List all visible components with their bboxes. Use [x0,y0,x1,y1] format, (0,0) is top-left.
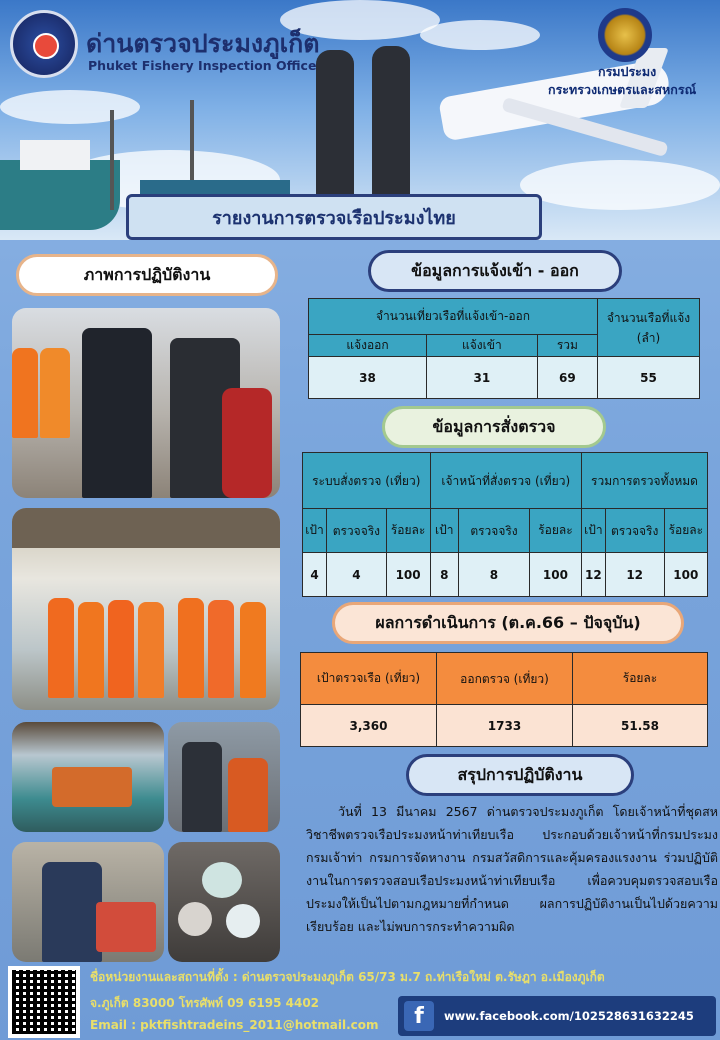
all-inspections-header: รวมการตรวจทั้งหมด [581,453,707,509]
department-name: กรมประมง [598,64,657,79]
g2-target-header: เป้า [430,509,459,553]
entry-exit-section-title: ข้อมูลการแจ้งเข้า - ออก [368,250,622,292]
office-name-en: Phuket Fishery Inspection Office [88,58,317,73]
done-header: ออกตรวจ (เที่ยว) [437,653,573,705]
out-count: 38 [309,357,427,399]
photos-section-title: ภาพการปฏิบัติงาน [16,254,278,296]
footer-address-line1: ชื่อหน่วยงานและสถานที่ตั้ง : ด่านตรวจประมงภูเก็ต 65/73 ม.7 ถ.ท่าเรือใหม่ ต.รัษฎา อ.เมืองภูเก็ต [90,970,605,984]
facebook-link[interactable] [398,996,716,1036]
g2-actual: 8 [459,553,530,597]
inspection-photo-1 [12,308,280,498]
facebook-url[interactable]: www.facebook.com/102528631632245 [444,1009,694,1023]
table-row [301,705,708,747]
percent-header: ร้อยละ [573,653,708,705]
ministry-name: กระทรวงเกษตรและสหกรณ์ [548,82,697,97]
g3-actual-header: ตรวจจริง [605,509,664,553]
inspection-photo-5 [12,842,164,962]
target-value: 3,360 [301,705,437,747]
boats-count-header: จำนวนเรือที่แจ้ง (ลำ) [598,299,700,357]
boats-count: 55 [598,357,700,399]
total-count: 69 [537,357,597,399]
fishing-boat-art [0,160,120,230]
inspection-order-section-title: ข้อมูลการสั่งตรวจ [382,406,606,448]
summary-section-title: สรุปการปฏิบัติงาน [406,754,634,796]
g3-target: 12 [581,553,605,597]
g1-actual-header: ตรวจจริง [327,509,387,553]
results-section-title: ผลการดำเนินการ (ต.ค.66 – ปัจจุบัน) [332,602,684,644]
target-header: เป้าตรวจเรือ (เที่ยว) [301,653,437,705]
qr-code[interactable] [8,966,80,1038]
facebook-icon: f [404,1001,434,1031]
in-count: 31 [426,357,537,399]
officer-order-header: เจ้าหน้าที่สั่งตรวจ (เที่ยว) [430,453,581,509]
g1-percent: 100 [386,553,430,597]
department-seal [598,8,652,62]
summary-text: วันที่ 13 มีนาคม 2567 ด่านตรวจประมงภูเก็ต โดยเจ้าหน้าที่ชุดสหวิชาชีพตรวจเรือประมงหน้าท่าเทียบเรือ ประกอบด้วยเจ้าหน้าที่กรมประมง กรมเจ้าท่า กรมการจัดหางาน กรมสวัสดิการและคุ้มครองแรงงาน ร่วมปฏิบัติงานในการตรวจสอบเรือประมงหน้าท่าเทียบเรือ เพื่อควบคุมตรวจสอบเรือประมงให้เป็นไปตามกฎหมายที่กำหนด ผลการปฏิบัติงานเป็นไปด้วยความเรียบร้อย และไม่พบการกระทำความผิด [306,804,718,934]
g3-target-header: เป้า [581,509,605,553]
system-order-header: ระบบสั่งตรวจ (เที่ยว) [303,453,431,509]
col-total-header: รวม [537,335,597,357]
g2-percent-header: ร้อยละ [529,509,581,553]
inspection-photo-6 [168,842,280,962]
report-title: รายงานการตรวจเรือประมงไทย [126,194,542,240]
g2-actual-header: ตรวจจริง [459,509,530,553]
inspection-photo-2 [12,508,280,710]
g2-target: 8 [430,553,459,597]
office-name-th: ด่านตรวจประมงภูเก็ต [86,29,320,58]
g1-target: 4 [303,553,327,597]
g2-percent: 100 [529,553,581,597]
done-value: 1733 [437,705,573,747]
col-in-header: แจ้งเข้า [426,335,537,357]
inspection-photo-4 [168,722,280,832]
fishery-inspection-logo [10,10,78,78]
footer-email[interactable]: Email : pktfishtradeins_2011@hotmail.com [90,1018,379,1032]
g1-percent-header: ร้อยละ [386,509,430,553]
inspection-photo-3 [12,722,164,832]
entry-exit-group-header: จำนวนเที่ยวเรือที่แจ้งเข้า-ออก [309,299,598,335]
percent-value: 51.58 [573,705,708,747]
g3-percent: 100 [664,553,707,597]
footer-address-line2: จ.ภูเก็ต 83000 โทรศัพท์ 09 6195 4402 [90,996,320,1010]
table-row [309,357,700,399]
g1-actual: 4 [327,553,387,597]
heroines-statue-art [316,50,354,200]
results-table [300,652,708,747]
g3-percent-header: ร้อยละ [664,509,707,553]
g1-target-header: เป้า [303,509,327,553]
g3-actual: 12 [605,553,664,597]
col-out-header: แจ้งออก [309,335,427,357]
table-row [303,553,708,597]
inspection-order-table [302,452,708,597]
entry-exit-table [308,298,700,399]
